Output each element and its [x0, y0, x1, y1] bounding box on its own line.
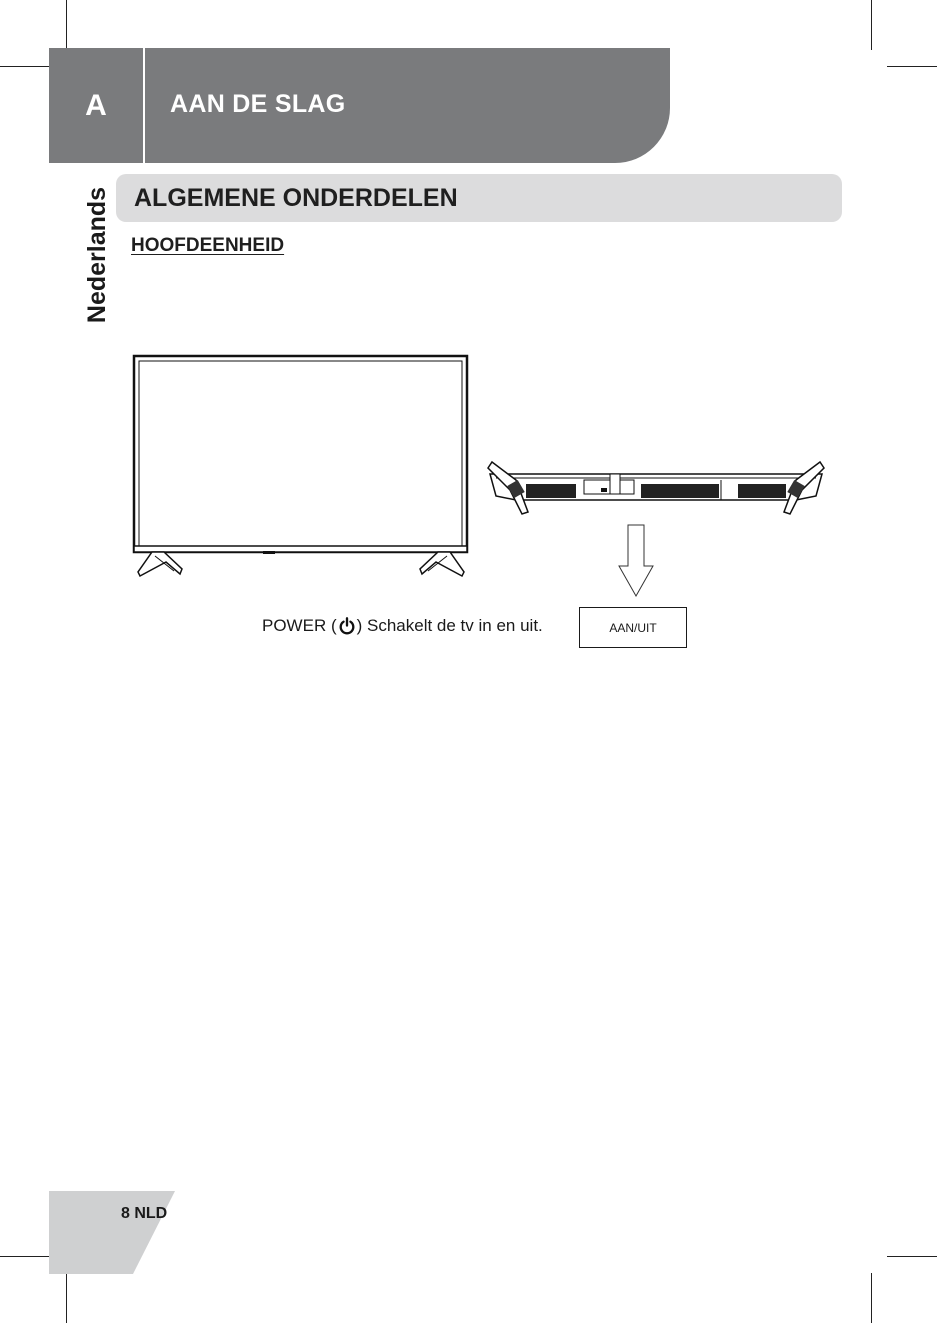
tv-bottom-illustration: [486, 456, 826, 520]
chapter-letter: A: [85, 88, 107, 122]
power-button-label-box: [579, 607, 687, 648]
footer-tab: [49, 1191, 175, 1274]
crop-mark: [0, 1256, 50, 1257]
sidebar-language-label: Nederlands: [82, 186, 111, 324]
crop-mark: [871, 0, 872, 50]
power-button-label: AAN/UIT: [609, 620, 657, 635]
subsection-title: HOOFDEENHEID: [131, 235, 285, 256]
crop-mark: [871, 1273, 872, 1323]
tv-front-illustration: [130, 352, 472, 580]
crop-mark: [887, 1256, 937, 1257]
chapter-title: AAN DE SLAG: [170, 90, 346, 118]
chapter-divider: [143, 48, 145, 163]
crop-mark: [66, 0, 67, 50]
crop-mark: [0, 66, 50, 67]
power-icon: [338, 617, 356, 635]
caption-text-start: POWER (: [262, 616, 337, 635]
crop-mark: [887, 66, 937, 67]
power-caption: [262, 616, 543, 636]
page-number: 8 NLD: [121, 1205, 168, 1222]
down-arrow-icon: [617, 524, 655, 598]
section-title: ALGEMENE ONDERDELEN: [134, 184, 458, 212]
caption-text-end: ) Schakelt de tv in en uit.: [356, 616, 543, 635]
crop-mark: [66, 1273, 67, 1323]
